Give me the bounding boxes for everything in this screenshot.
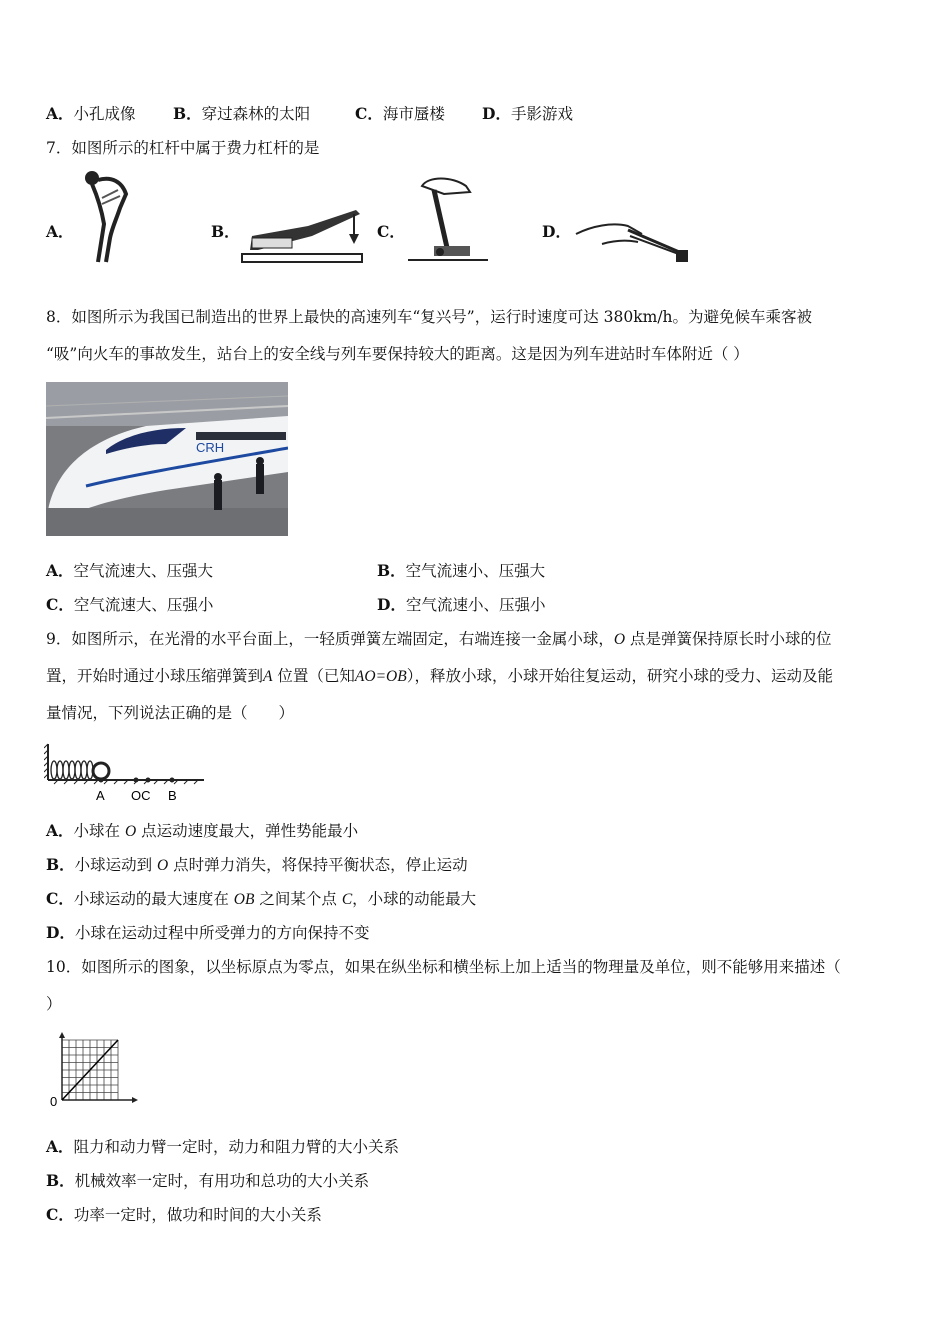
pliers-image — [72, 168, 142, 266]
q8-stem-line1: 8．如图所示为我国已制造出的世界上最快的高速列车“复兴号”，运行时速度可达 380km/h。为避免候车乘客被 — [46, 308, 813, 326]
origin-label: 0 — [50, 1094, 58, 1109]
q8-stem-line2: “吸”向火车的事故发生，站台上的安全线与列车要保持较大的距离。这是因为列车进站时车体附近（ ） — [46, 345, 749, 363]
q10-stem-line1: 10．如图所示的图象，以坐标原点为零点，如果在纵坐标和横坐标上加上适当的物理量及单位，则不能够用来描述（ — [46, 958, 841, 976]
point-oc-label: OC — [131, 788, 151, 803]
q9-stem-line1: 9．如图所示，在光滑的水平台面上，一轻质弹簧左端固定，右端连接一金属小球，O 点是弹簧保持原长时小球的位 — [46, 630, 832, 648]
tweezers-hand-image — [572, 204, 696, 268]
q9-option-a: A．小球在 O 点运动速度最大，弹性势能最小 — [46, 821, 359, 840]
q10-stem-line2: ） — [46, 995, 62, 1013]
q9-option-b: B．小球运动到 O 点时弹力消失，将保持平衡状态，停止运动 — [46, 855, 468, 874]
q8-option-d: D．空气流速小、压强小 — [377, 595, 546, 614]
q8-option-b: B．空气流速小、压强大 — [377, 561, 546, 580]
q6-option-b: B．穿过森林的太阳 — [173, 104, 311, 123]
q8-option-a: A．空气流速大、压强大 — [46, 561, 214, 580]
q9-stem-line2: 置，开始时通过小球压缩弹簧到A 位置（已知AO=OB），释放小球，小球开始往复运动，研究小球的受力、运动及能 — [46, 667, 833, 685]
y-axis-arrow — [59, 1032, 65, 1038]
q7-label-c: C． — [377, 222, 405, 241]
q10-option-a: A．阻力和动力臂一定时，动力和阻力臂的大小关系 — [46, 1137, 400, 1156]
x-axis-arrow — [132, 1097, 138, 1103]
q6-option-d: D．手影游戏 — [482, 104, 573, 123]
q10-option-b: B．机械效率一定时，有用功和总功的大小关系 — [46, 1171, 370, 1190]
q6-option-c: C．海市蜃楼 — [355, 104, 445, 123]
q7-label-b: B． — [211, 222, 240, 241]
q7-label-d: D． — [542, 222, 571, 241]
q8-option-c: C．空气流速大、压强小 — [46, 595, 214, 614]
q9-option-d: D．小球在运动过程中所受弹力的方向保持不变 — [46, 923, 370, 942]
q7-label-a: A． — [46, 222, 74, 241]
q10-graph — [46, 1032, 142, 1110]
point-a-label: A — [96, 788, 105, 803]
point-b-label: B — [168, 788, 177, 803]
q10-option-c: C．功率一定时，做功和时间的大小关系 — [46, 1205, 322, 1224]
spring-ball-diagram — [44, 740, 208, 806]
q9-stem-line3: 量情况，下列说法正确的是（ ） — [46, 704, 295, 722]
lever-press-image — [404, 172, 490, 268]
q6-option-a: A．小孔成像 — [46, 104, 136, 123]
train-logo-text: CRH — [196, 440, 225, 455]
high-speed-train-photo — [46, 382, 288, 536]
q9-option-c: C．小球运动的最大速度在 OB 之间某个点 C，小球的动能最大 — [46, 889, 477, 908]
stapler-lever-image — [238, 200, 368, 266]
q7-stem: 7．如图所示的杠杆中属于费力杠杆的是 — [46, 139, 320, 157]
